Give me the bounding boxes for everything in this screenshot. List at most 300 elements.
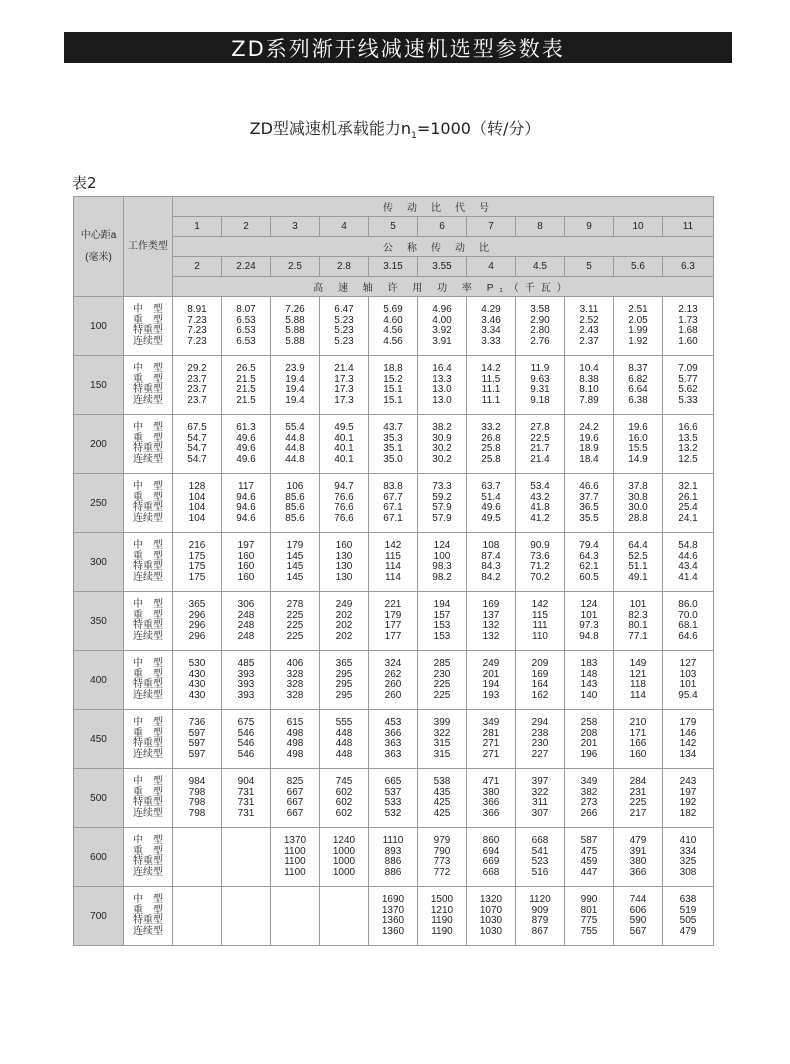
- power-value: 70.2: [530, 571, 550, 583]
- power-value: 675: [237, 717, 255, 728]
- power-value: 164: [531, 679, 549, 690]
- power-value: 145: [286, 550, 304, 562]
- nominal-ratio-cell: 5.6: [614, 257, 663, 277]
- power-value-cell: [369, 710, 418, 769]
- power-value-cell: [222, 651, 271, 710]
- table-row: [74, 828, 714, 887]
- power-value: 6.38: [628, 394, 648, 406]
- power-value: 4.56: [383, 335, 403, 347]
- power-value: 142: [679, 738, 697, 749]
- power-value: 1100: [284, 866, 306, 878]
- power-value: 519: [679, 904, 697, 916]
- ratio-code-title: 传动比代号: [173, 197, 714, 217]
- power-value: 435: [433, 786, 451, 798]
- work-type-list: [124, 828, 173, 887]
- power-value: 84.2: [481, 571, 501, 583]
- power-value-cell: [467, 356, 516, 415]
- power-value: 132: [482, 630, 500, 642]
- power-value: 18.8: [383, 363, 403, 374]
- power-value: 67.5: [187, 422, 207, 433]
- power-value-cell: [516, 297, 565, 356]
- power-value: 35.5: [579, 512, 599, 524]
- power-value: 193: [482, 689, 500, 701]
- work-type-label: 重 型: [133, 609, 163, 621]
- power-value: 266: [580, 807, 598, 819]
- power-value: 990: [580, 894, 598, 905]
- power-value-cell: [614, 651, 663, 710]
- power-value: 64.3: [579, 550, 599, 562]
- power-value: 100: [433, 550, 451, 562]
- power-value: 134: [679, 748, 697, 760]
- power-value: 4.00: [432, 314, 452, 326]
- power-value: 5.33: [678, 394, 698, 406]
- power-value-cell: [565, 474, 614, 533]
- power-value: 26.5: [236, 363, 256, 374]
- nominal-ratio-cell: 2.24: [222, 257, 271, 277]
- power-value: 35.1: [383, 443, 403, 454]
- power-value: 68.1: [678, 620, 698, 631]
- power-value: 2.90: [530, 314, 550, 326]
- power-value: 54.7: [187, 453, 207, 465]
- nominal-ratio-cell: 4: [467, 257, 516, 277]
- power-value: 94.6: [236, 502, 256, 513]
- power-value: 166: [629, 738, 647, 749]
- power-value-cell: [467, 828, 516, 887]
- power-value: 103: [679, 668, 697, 680]
- power-value: 18.9: [579, 443, 599, 454]
- ratio-code-cell: 9: [565, 217, 614, 237]
- work-type-label: 连续型: [133, 925, 163, 937]
- power-value: 149: [629, 658, 647, 669]
- work-type-label: 特重型: [133, 679, 163, 690]
- power-value: 49.6: [481, 502, 501, 513]
- power-value-cell: [369, 769, 418, 828]
- power-value: 295: [335, 679, 353, 690]
- ratio-code-cell: 4: [320, 217, 369, 237]
- power-value: 30.0: [628, 502, 648, 513]
- power-value: 1070: [479, 904, 503, 916]
- power-value-cell: [418, 769, 467, 828]
- power-value: 196: [580, 748, 598, 760]
- table-label: 表2: [72, 174, 97, 192]
- power-value: 7.89: [579, 394, 599, 406]
- power-value: 63.7: [481, 481, 501, 492]
- power-value: 425: [433, 807, 451, 819]
- center-distance-value: 100: [74, 297, 124, 356]
- center-distance-value: 700: [74, 887, 124, 946]
- power-value: 148: [580, 668, 598, 680]
- power-value: 430: [188, 668, 206, 680]
- work-type-label: 连续型: [133, 335, 163, 347]
- power-value: 567: [629, 925, 647, 937]
- power-value: 130: [335, 550, 353, 562]
- power-value: 197: [237, 540, 255, 551]
- power-value-cell: [173, 297, 222, 356]
- power-value: 140: [580, 689, 598, 701]
- power-value: 60.5: [579, 571, 599, 583]
- power-value: 225: [286, 630, 304, 642]
- work-type-label: 连续型: [133, 453, 163, 465]
- power-value: 25.4: [678, 502, 698, 513]
- power-value: 273: [580, 797, 598, 808]
- power-value: 8.07: [236, 304, 256, 315]
- power-value-cell: [418, 356, 467, 415]
- power-value: 393: [237, 689, 255, 701]
- power-value-cell: [320, 710, 369, 769]
- power-value: 104: [188, 491, 206, 503]
- power-value: 498: [286, 748, 304, 760]
- power-value-cell: [614, 828, 663, 887]
- power-value: 41.8: [530, 502, 550, 513]
- power-value: 67.1: [383, 512, 403, 524]
- power-value: 157: [433, 609, 451, 621]
- page-banner-title: ZD系列渐开线减速机选型参数表: [64, 32, 732, 63]
- power-value: 162: [531, 689, 549, 701]
- power-value: 391: [629, 845, 647, 857]
- power-value-cell: [614, 592, 663, 651]
- power-value: 1320: [479, 894, 503, 905]
- power-value: 7.09: [678, 363, 698, 374]
- power-value-cell: [320, 415, 369, 474]
- power-value: 194: [482, 679, 500, 690]
- power-value: 221: [384, 599, 402, 610]
- power-value: 453: [384, 717, 402, 728]
- power-value: 11.9: [530, 363, 550, 374]
- power-value: 1030: [479, 925, 503, 937]
- work-type-list: [124, 651, 173, 710]
- power-value: 4.60: [383, 314, 403, 326]
- power-value: 98.2: [432, 571, 452, 583]
- power-value: 271: [482, 748, 500, 760]
- power-value: 49.5: [334, 422, 354, 433]
- power-value-cell: [565, 651, 614, 710]
- power-value: 798: [188, 797, 206, 808]
- power-value: 328: [286, 679, 304, 690]
- power-value: 886: [384, 866, 402, 878]
- power-value: 79.4: [579, 540, 599, 551]
- power-value: 117: [238, 481, 254, 492]
- power-value: 366: [629, 866, 647, 878]
- power-value: 597: [188, 748, 206, 760]
- work-type-label: 特重型: [133, 561, 163, 572]
- power-value: 101: [580, 609, 598, 621]
- power-value: 231: [629, 786, 647, 798]
- power-value: 260: [384, 689, 402, 701]
- power-value: 22.5: [530, 432, 550, 444]
- power-value: 38.2: [432, 422, 452, 433]
- power-value: 485: [237, 658, 255, 669]
- power-value: 202: [335, 630, 353, 642]
- power-value-cell: [663, 592, 714, 651]
- power-value: 448: [335, 727, 353, 739]
- power-value: 271: [482, 738, 500, 749]
- power-value-cell: [320, 297, 369, 356]
- power-value-cell: [516, 415, 565, 474]
- power-value: 772: [433, 866, 451, 878]
- power-value: 114: [630, 689, 646, 701]
- power-value: 406: [286, 658, 304, 669]
- power-value: 82.3: [628, 609, 648, 621]
- power-value: 1690: [381, 894, 405, 905]
- power-value-cell: [565, 297, 614, 356]
- power-value: 77.1: [628, 630, 648, 642]
- nominal-ratio-cell: 2.8: [320, 257, 369, 277]
- power-value-cell: [663, 710, 714, 769]
- power-value: 76.6: [334, 502, 354, 513]
- power-value-cell: [418, 710, 467, 769]
- power-value: 1.68: [678, 325, 698, 336]
- power-value: 108: [482, 540, 500, 551]
- power-value-cell: [418, 592, 467, 651]
- power-value: 21.4: [530, 453, 550, 465]
- power-value-cell: [369, 533, 418, 592]
- power-value: 731: [237, 807, 255, 819]
- power-value: 5.23: [334, 325, 354, 336]
- power-value: 137: [482, 609, 500, 621]
- power-value: 667: [286, 797, 304, 808]
- power-value: 3.33: [481, 335, 501, 347]
- power-value: 479: [679, 925, 697, 937]
- power-value: 541: [531, 845, 549, 857]
- subtitle-subscript: 1: [411, 131, 417, 142]
- power-value-cell: [614, 415, 663, 474]
- table-row: [74, 592, 714, 651]
- power-value-cell: [173, 710, 222, 769]
- power-value: 5.88: [285, 335, 305, 347]
- power-value: 1190: [431, 925, 453, 937]
- center-distance-value: 400: [74, 651, 124, 710]
- work-type-list: [124, 592, 173, 651]
- power-value-cell: [222, 533, 271, 592]
- power-value: 744: [629, 894, 647, 905]
- power-value: 295: [335, 689, 353, 701]
- power-value: 602: [335, 807, 353, 819]
- power-value-cell: [614, 356, 663, 415]
- power-value: 37.7: [579, 491, 599, 503]
- power-value: 909: [531, 904, 549, 916]
- power-value: 7.26: [285, 304, 305, 315]
- power-value: 597: [188, 727, 206, 739]
- power-value: 9.18: [530, 394, 550, 406]
- power-value: 296: [188, 620, 206, 631]
- power-value: 249: [482, 658, 500, 669]
- subtitle-tail: =1000（转/分）: [416, 119, 541, 138]
- work-type-label: 重 型: [133, 727, 163, 739]
- power-value-cell: [565, 356, 614, 415]
- work-type-label: 连续型: [133, 866, 163, 878]
- power-value: 23.9: [285, 363, 305, 374]
- power-value: 2.76: [530, 335, 550, 347]
- power-value: 169: [531, 668, 549, 680]
- power-value-cell: [663, 533, 714, 592]
- power-value-cell: [369, 651, 418, 710]
- power-value: 3.58: [530, 304, 550, 315]
- power-value: 3.91: [432, 335, 452, 347]
- nominal-ratio-cell: 2.5: [271, 257, 320, 277]
- power-value: 475: [580, 845, 598, 857]
- power-value: 146: [679, 727, 697, 739]
- power-value: 307: [531, 807, 549, 819]
- power-value-cell: [565, 828, 614, 887]
- ratio-code-cell: 5: [369, 217, 418, 237]
- power-value: 15.1: [383, 394, 403, 406]
- power-value: 615: [286, 717, 304, 728]
- power-value: 30.2: [432, 443, 452, 454]
- center-distance-value: 150: [74, 356, 124, 415]
- power-value: 324: [384, 658, 402, 669]
- power-value: 668: [482, 866, 500, 878]
- power-value: 142: [384, 540, 402, 551]
- power-value: 104: [188, 502, 206, 513]
- power-value: 19.4: [285, 394, 305, 406]
- power-value: 76.6: [334, 512, 354, 524]
- nominal-ratio-title: 公称传动比: [173, 237, 714, 257]
- power-value: 1.92: [628, 335, 648, 347]
- power-value: 33.2: [481, 422, 501, 433]
- power-value-cell: [222, 474, 271, 533]
- power-value: 602: [335, 797, 353, 808]
- power-value-cell: [516, 769, 565, 828]
- ratio-code-cell: 11: [663, 217, 714, 237]
- center-distance-label: 中心距a: [80, 229, 117, 241]
- ratio-code-cell: 6: [418, 217, 467, 237]
- power-value: 80.1: [628, 620, 648, 631]
- power-value: 587: [580, 835, 598, 846]
- power-value: 225: [433, 679, 451, 690]
- power-value-cell: [467, 533, 516, 592]
- parameter-table: [73, 196, 714, 946]
- power-value: 8.37: [628, 363, 648, 374]
- power-value: 43.7: [383, 422, 403, 433]
- power-value: 70.0: [678, 609, 698, 621]
- power-value-cell: [565, 415, 614, 474]
- power-value: 202: [335, 609, 353, 621]
- power-value: 130: [335, 561, 353, 572]
- power-value-cell: [418, 651, 467, 710]
- power-value-cell: [173, 474, 222, 533]
- power-value-cell: [663, 769, 714, 828]
- power-value: 118: [630, 679, 646, 690]
- power-value: 13.2: [678, 443, 698, 454]
- power-value: 64.4: [628, 540, 648, 551]
- power-value-cell: [222, 297, 271, 356]
- table-row: [74, 297, 714, 356]
- power-value: 227: [531, 748, 549, 760]
- power-value: 3.46: [481, 314, 501, 326]
- power-value: 153: [433, 630, 451, 642]
- power-value: 85.6: [285, 502, 305, 513]
- power-value-cell: [320, 592, 369, 651]
- power-value: 73.3: [432, 481, 452, 492]
- power-value: 40.1: [334, 443, 354, 454]
- center-distance-value: 450: [74, 710, 124, 769]
- power-value: 19.6: [628, 422, 648, 433]
- work-type-label: 重 型: [133, 314, 163, 326]
- power-value-cell: [222, 828, 271, 887]
- power-value: 430: [188, 679, 206, 690]
- power-value: 590: [629, 915, 647, 926]
- power-value: 26.8: [481, 432, 501, 444]
- work-type-label: 特重型: [133, 620, 163, 631]
- power-value: 311: [532, 797, 548, 808]
- power-value: 217: [629, 807, 647, 819]
- power-value: 669: [482, 856, 500, 867]
- power-value: 1120: [529, 894, 551, 905]
- power-value: 24.2: [579, 422, 599, 433]
- power-value: 197: [679, 786, 697, 798]
- work-type-label: 连续型: [133, 807, 163, 819]
- power-value: 111: [532, 620, 548, 631]
- work-type-label: 连续型: [133, 571, 163, 583]
- power-value: 1190: [431, 915, 453, 926]
- power-value: 6.82: [628, 373, 648, 385]
- power-value: 745: [335, 776, 353, 787]
- power-value: 546: [237, 738, 255, 749]
- power-value: 448: [335, 748, 353, 760]
- power-value: 8.91: [187, 304, 207, 315]
- power-value: 532: [384, 807, 402, 819]
- power-value: 71.2: [530, 561, 550, 572]
- power-value: 2.37: [579, 335, 599, 347]
- power-value: 555: [335, 717, 353, 728]
- power-value-cell: [418, 828, 467, 887]
- work-type-label: 中 型: [133, 422, 163, 433]
- power-value: 363: [384, 738, 402, 749]
- power-value: 21.5: [236, 384, 256, 395]
- power-value: 606: [629, 904, 647, 916]
- power-value: 2.51: [628, 304, 648, 315]
- power-value: 114: [385, 571, 401, 583]
- power-value: 1.99: [628, 325, 648, 336]
- power-value: 315: [433, 738, 451, 749]
- power-value: 15.2: [383, 373, 403, 385]
- power-value: 296: [188, 630, 206, 642]
- power-value: 115: [385, 550, 401, 562]
- table-row: [74, 651, 714, 710]
- power-value: 115: [532, 609, 548, 621]
- power-value: 209: [531, 658, 549, 669]
- power-value: 5.23: [334, 314, 354, 326]
- table-body: [74, 297, 714, 946]
- power-value: 13.0: [432, 384, 452, 395]
- work-type-label: 中 型: [133, 599, 163, 610]
- power-value: 49.6: [236, 432, 256, 444]
- power-value: 23.7: [187, 373, 207, 385]
- power-value: 668: [531, 835, 549, 846]
- work-type-label: 重 型: [133, 491, 163, 503]
- work-type-header: 工作类型: [124, 197, 173, 297]
- subtitle-main: ZD型减速机承载能力n: [249, 119, 412, 138]
- power-value: 306: [237, 599, 255, 610]
- power-value: 523: [531, 856, 549, 867]
- power-value: 425: [433, 797, 451, 808]
- power-value: 25.8: [481, 443, 501, 454]
- power-value: 153: [433, 620, 451, 631]
- power-value: 801: [580, 904, 598, 916]
- power-value: 365: [188, 599, 206, 610]
- center-distance-value: 500: [74, 769, 124, 828]
- work-type-list: [124, 297, 173, 356]
- power-value: 867: [531, 925, 549, 937]
- table-row: [74, 887, 714, 946]
- power-value: 505: [679, 915, 697, 926]
- power-value: 194: [433, 599, 451, 610]
- power-value-cell: [320, 887, 369, 946]
- power-value: 53.4: [530, 481, 550, 492]
- ratio-code-cell: 10: [614, 217, 663, 237]
- power-value: 5.69: [383, 304, 403, 315]
- power-value: 1000: [332, 866, 356, 878]
